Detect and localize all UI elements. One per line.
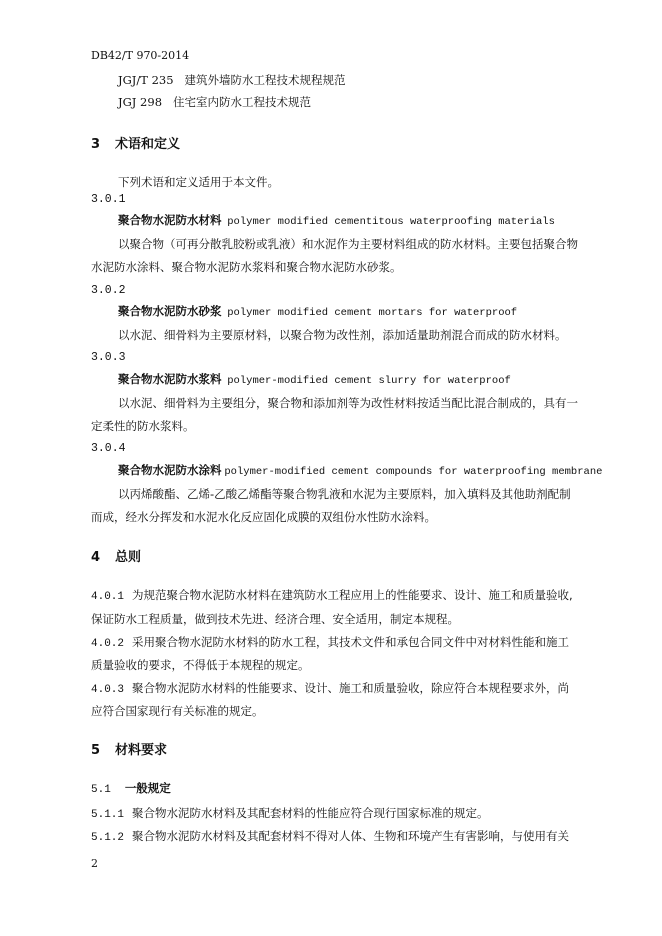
section-title: 术语和定义 [115, 137, 181, 152]
section-title: 总则 [115, 550, 142, 565]
clause-number: 5.1.2 [91, 832, 125, 844]
subsection-title: 一般规定 [124, 781, 171, 795]
clause-number: 5.1.1 [91, 809, 125, 821]
section-3-heading [91, 137, 180, 153]
term-name-cn: 聚合物水泥防水涂料 [118, 463, 222, 477]
term-name-en: polymer modified cementitous waterproofing materials [227, 216, 555, 228]
section-number: 3 [91, 137, 101, 152]
term-name-en: polymer-modified cement slurry for waterproof [227, 375, 511, 387]
section-4-heading [91, 550, 141, 566]
clause-continuation: 保证防水工程质量，做到技术先进、经济合理、安全适用，制定本规程。 [91, 612, 459, 626]
clause-text: 聚合物水泥防水材料及其配套材料的性能应符合现行国家标准的规定。 [132, 806, 489, 820]
clause-number: 4.0.3 [91, 684, 125, 696]
reference-item [118, 72, 346, 88]
term-heading [118, 212, 555, 230]
term-name-cn: 聚合物水泥防水浆料 [118, 372, 222, 386]
reference-item [118, 94, 311, 110]
term-name-cn: 聚合物水泥防水材料 [118, 213, 222, 227]
clause-continuation: 质量验收的要求，不得低于本规程的规定。 [91, 658, 310, 672]
term-number: 3.0.3 [91, 351, 126, 364]
term-name-cn: 聚合物水泥防水砂浆 [118, 304, 222, 318]
subsection-number: 5.1 [91, 784, 111, 796]
term-name-en: polymer modified cement mortars for waterproof [227, 307, 518, 319]
clause-text: 采用聚合物水泥防水材料的防水工程，其技术文件和承包合同文件中对材料性能和施工 [132, 635, 570, 649]
section-title: 材料要求 [115, 743, 168, 758]
term-heading [118, 462, 602, 480]
term-number: 3.0.2 [91, 284, 126, 297]
clause-text: 为规范聚合物水泥防水材料在建筑防水工程应用上的性能要求、设计、施工和质量验收, [132, 588, 573, 602]
term-definition-line: 以聚合物（可再分散乳胶粉或乳液）和水泥作为主要材料组成的防水材料。主要包括聚合物 [118, 237, 578, 251]
term-number: 3.0.1 [91, 193, 126, 206]
section-3-intro: 下列术语和定义适用于本文件。 [118, 175, 279, 189]
clause-first-line [91, 634, 569, 652]
reference-title: 住宅室内防水工程技术规范 [172, 95, 311, 109]
term-definition-line: 水泥防水涂料、聚合物水泥防水浆料和聚合物水泥防水砂浆。 [91, 260, 402, 274]
term-definition-line: 以丙烯酸酯、乙烯-乙酸乙烯酯等聚合物乳液和水泥为主要原料，加入填料及其他助剂配制 [118, 487, 571, 501]
term-name-en: polymer-modified cement compounds for waterproofing membrane [224, 466, 603, 478]
page-number: 2 [91, 857, 98, 870]
reference-code: JGJ 298 [118, 95, 163, 109]
subsection-heading [91, 780, 171, 798]
term-number: 3.0.4 [91, 442, 126, 455]
section-5-heading [91, 743, 167, 759]
term-definition-line: 定柔性的防水浆料。 [91, 419, 195, 433]
clause-text: 聚合物水泥防水材料及其配套材料不得对人体、生物和环境产生有害影响，与使用有关 [132, 829, 570, 843]
reference-title: 建筑外墙防水工程技术规程规范 [184, 73, 346, 87]
clause-first-line [91, 828, 569, 846]
clause-first-line [91, 805, 489, 823]
term-heading [118, 303, 517, 321]
clause-text: 聚合物水泥防水材料的性能要求、设计、施工和质量验收，除应符合本规程要求外，尚 [132, 681, 570, 695]
reference-code: JGJ/T 235 [118, 73, 174, 87]
term-definition-line: 以水泥、细骨料为主要原材料，以聚合物为改性剂，添加适量助剂混合而成的防水材料。 [118, 328, 567, 342]
section-number: 4 [91, 550, 101, 565]
clause-number: 4.0.1 [91, 591, 125, 603]
clause-first-line [91, 587, 573, 605]
section-number: 5 [91, 743, 101, 758]
term-definition-line: 而成，经水分挥发和水泥水化反应固化成膜的双组份水性防水涂料。 [91, 510, 436, 524]
header-doc-code: DB42/T 970-2014 [91, 49, 190, 62]
clause-continuation: 应符合国家现行有关标准的规定。 [91, 704, 264, 718]
clause-first-line [91, 680, 569, 698]
term-heading [118, 371, 511, 389]
term-definition-line: 以水泥、细骨料为主要组分，聚合物和添加剂等为改性材料按适当配比混合制成的，具有一 [118, 396, 578, 410]
clause-number: 4.0.2 [91, 638, 125, 650]
